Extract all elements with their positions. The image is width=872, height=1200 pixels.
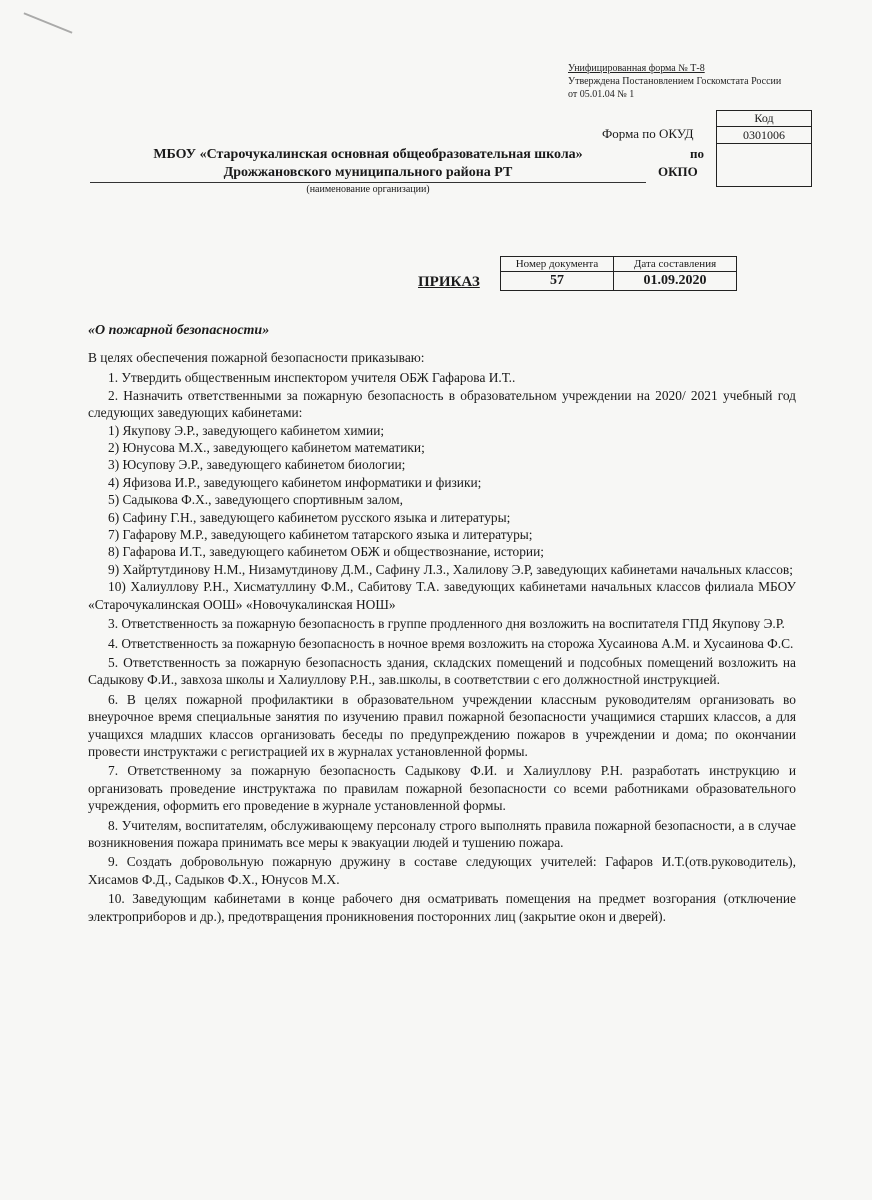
okud-value: 0301006 — [717, 127, 812, 144]
item-4: 4. Ответственность за пожарную безопасность в ночное время возложить на сторожа Хусаинова А.М. и Хусаинова Ф.С. — [108, 635, 794, 651]
org-line-2: Дрожжановского муниципального района РТ — [223, 165, 513, 180]
item-3: 3. Ответственность за пожарную безопасность в группе продленного дня возложить на воспитателя ГПД Якупову Э.Р. — [108, 616, 785, 632]
document-title: ПРИКАЗ — [418, 274, 480, 290]
order-subject: «О пожарной безопасности» — [88, 323, 270, 338]
org-note: (наименование организации) — [306, 184, 430, 195]
doc-date-label: Дата составления — [614, 257, 737, 272]
subitem-3: 3) Юсупову Э.Р., заведующего кабинетом биологии; — [108, 457, 406, 473]
doc-number-label: Номер документа — [501, 257, 614, 272]
subitem-8: 8) Гафарова И.Т., заведующего кабинетом ОБЖ и обществознание, истории; — [108, 544, 544, 560]
item-5: 5. Ответственность за пожарную безопасность здания, складских помещений и подсобных помещений возложить на Садыкову Ф.И., завхоза школы и Халиуллову Р.Н., зав.школы, в соответствии с его должностной инструкцией. — [88, 654, 796, 688]
intro-text: В целях обеспечения пожарной безопасности приказываю: — [88, 350, 425, 365]
item-8: 8. Учителям, воспитателям, обслуживающему персоналу строго выполнять правила пожарной безопасности, а в случае возникновения пожара принимать все меры к эвакуации людей и тушению пожара. — [88, 817, 796, 850]
form-line-1: Унифицированная форма № Т-8 — [568, 63, 705, 74]
org-line-1: МБОУ «Старочукалинская основная общеобразовательная школа» — [153, 147, 583, 162]
item-1: 1. Утвердить общественным инспектором учителя ОБЖ Гафарова И.Т.. — [108, 370, 516, 386]
org-underline — [90, 182, 646, 183]
subitem-5: 5) Садыкова Ф.Х., заведующего спортивным залом, — [108, 492, 403, 508]
subitem-9: 9) Хайртутдинову Н.М., Низамутдинову Д.М., Сафину Л.З., Халилову Э.Р, заведующих кабинетами начальных классов; — [108, 561, 793, 577]
okpo-label: ОКПО — [658, 164, 698, 179]
subitem-1: 1) Якупову Э.Р., заведующего кабинетом химии; — [108, 422, 385, 438]
item-2: 2. Назначить ответственными за пожарную безопасность в образовательном учреждении на 2020/ 2021 учебный год следующих заведующих кабинетами: — [88, 387, 796, 421]
form-line-3: от 05.01.04 № 1 — [568, 89, 635, 100]
doc-number: 57 — [501, 272, 614, 291]
item-7: 7. Ответственному за пожарную безопасность Садыкову Ф.И. и Халиуллову Р.Н. разработать инструкцию и организовать проведение инструктажа по правилам пожарной безопасности со всеми работниками образовательного учреждения, оформить его проведение в журнале установленной формы. — [88, 763, 796, 814]
form-line-2: Утверждена Постановлением Госкомстата России — [568, 76, 782, 87]
subitem-10: 10) Халиуллову Р.Н., Хисматуллину Ф.М., Сабитову Т.А. заведующих кабинетами начальных классов филиала МБОУ «Старочукалинская ООШ» «Новочукалинская НОШ» — [88, 579, 796, 612]
doc-date: 01.09.2020 — [614, 272, 737, 291]
po-label: по — [690, 146, 704, 161]
code-table — [716, 110, 812, 187]
order-body — [88, 349, 796, 925]
subitem-6: 6) Сафину Г.Н., заведующего кабинетом русского языка и литературы; — [108, 509, 511, 525]
okud-label: Форма по ОКУД — [602, 126, 694, 141]
okpo-value — [717, 144, 812, 187]
code-header: Код — [717, 111, 812, 127]
item-9: 9. Создать добровольную пожарную дружину в составе следующих учителей: Гафаров И.Т.(отв.руководитель), Хисамов Ф.Д., Садыков Ф.Х., Юнусов М.Х. — [88, 854, 796, 887]
subitem-4: 4) Яфизова И.Р., заведующего кабинетом информатики и физики; — [108, 474, 482, 490]
subitem-7: 7) Гафарову М.Р., заведующего кабинетом татарского языка и литературы; — [108, 527, 533, 543]
scan-mark — [24, 12, 73, 33]
organization-name — [90, 146, 646, 182]
document-number-table — [500, 256, 737, 291]
item-10: 10. Заведующим кабинетами в конце рабочего дня осматривать помещения на предмет возгорания (отключение электроприборов и др.), предотвращения проникновения посторонних лиц (закрытие окон и дверей). — [88, 891, 796, 924]
item-6: 6. В целях пожарной профилактики в образовательном учреждении классным руководителям организовать во внеурочное время специальные занятия по изучению правил пожарной безопасности учащимися старших классов, а для учащихся младших классов организовать беседы по предупреждению пожаров в учреждении и дома; по окончании провести инструктажи с регистрацией их в журналах установленной формы. — [88, 691, 796, 759]
unified-form-note — [568, 62, 781, 101]
subitem-2: 2) Юнусова М.Х., заведующего кабинетом математики; — [108, 440, 425, 456]
